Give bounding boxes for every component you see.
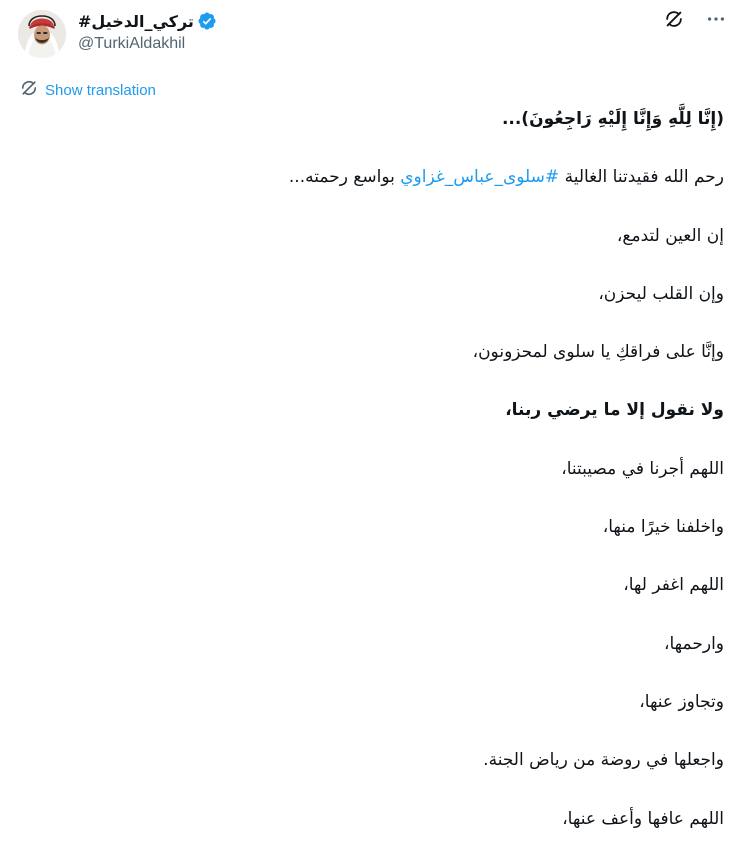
- tweet-line-3: إن العين لتدمع،: [616, 225, 724, 246]
- tweet-line-2-pre: رحم الله فقيدتنا الغالية: [559, 167, 724, 188]
- show-translation-label[interactable]: Show translation: [45, 81, 156, 99]
- tweet-line-8: واخلفنا خيرًا منها،: [602, 517, 724, 538]
- tweet-header: [16, 8, 727, 60]
- tweet-line-13: اللهم عافها وأعف عنها،: [562, 808, 724, 829]
- more-icon[interactable]: [705, 8, 727, 30]
- tweet-line-4: وإن القلب ليحزن،: [598, 283, 724, 304]
- tweet-line-10: وارحمها،: [664, 633, 724, 654]
- hashtag-link[interactable]: #سلوى_عباس_غزاوي: [400, 167, 560, 188]
- tweet-line-7: اللهم أجرنا في مصيبتنا،: [561, 458, 724, 479]
- translate-icon: [19, 78, 39, 102]
- show-translation-link[interactable]: [19, 80, 156, 100]
- tweet-line-5: وإنَّا على فراقكِ يا سلوى لمحزونون،: [472, 342, 724, 363]
- verified-badge-icon[interactable]: [197, 11, 217, 31]
- tweet-line-2: [24, 162, 724, 192]
- grok-icon[interactable]: [663, 8, 685, 30]
- tweet-line-12: واجعلها في روضة من رياض الجنة.: [483, 750, 724, 771]
- tweet-line-1: (إِنَّا لِلَّهِ وَإِنَّا إِلَيْهِ رَاجِعُونَ)...: [501, 109, 724, 129]
- tweet-line-2-post: بواسع رحمته...: [288, 167, 401, 188]
- top-actions: [663, 8, 727, 30]
- tweet-text: [24, 104, 724, 850]
- display-name-row: [78, 10, 217, 32]
- avatar[interactable]: [18, 10, 66, 58]
- tweet-line-6: ولا نقول إلا ما يرضي ربنا،: [505, 400, 724, 421]
- display-name[interactable]: تركي_الدخيل#: [78, 11, 194, 31]
- author-names: [78, 10, 217, 53]
- tweet-line-11: وتجاوز عنها،: [639, 691, 724, 712]
- author-handle[interactable]: @TurkiAldakhil: [78, 35, 186, 52]
- tweet-line-9: اللهم اغفر لها،: [623, 575, 724, 596]
